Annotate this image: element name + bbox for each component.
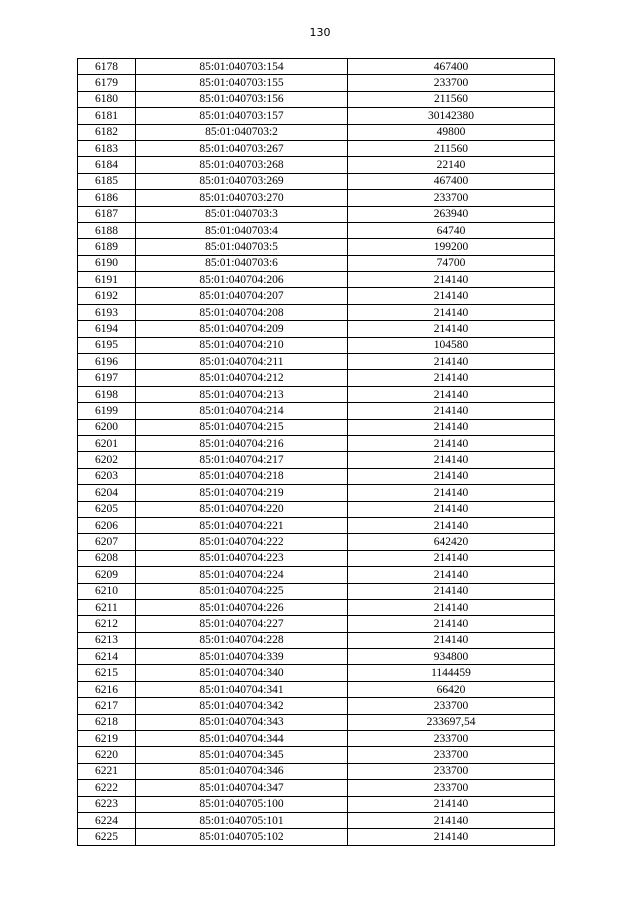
cadastral-number-cell: 85:01:040704:223 <box>136 550 348 566</box>
table-row <box>78 403 555 419</box>
cadastral-number-cell: 85:01:040704:206 <box>136 272 348 288</box>
cadastral-value-cell: 233697,54 <box>348 714 555 730</box>
cadastral-value-cell: 214140 <box>348 272 555 288</box>
table-row <box>78 747 555 763</box>
page-number: 130 <box>309 26 331 39</box>
cadastral-number-cell: 85:01:040704:207 <box>136 288 348 304</box>
table-row <box>78 763 555 779</box>
table-row <box>78 255 555 271</box>
table-row <box>78 321 555 337</box>
cadastral-value-cell: 104580 <box>348 337 555 353</box>
cadastral-value-cell: 214140 <box>348 599 555 615</box>
row-number-cell: 6196 <box>78 354 136 370</box>
row-number-cell: 6187 <box>78 206 136 222</box>
table-row <box>78 468 555 484</box>
row-number-cell: 6191 <box>78 272 136 288</box>
table-row <box>78 501 555 517</box>
cadastral-value-cell: 263940 <box>348 206 555 222</box>
cadastral-number-cell: 85:01:040704:227 <box>136 616 348 632</box>
cadastral-number-cell: 85:01:040704:222 <box>136 534 348 550</box>
table-row <box>78 681 555 697</box>
cadastral-value-cell: 214140 <box>348 370 555 386</box>
table-row <box>78 190 555 206</box>
table-row <box>78 419 555 435</box>
cadastral-number-cell: 85:01:040705:102 <box>136 829 348 845</box>
cadastral-number-cell: 85:01:040703:267 <box>136 140 348 156</box>
cadastral-value-cell: 199200 <box>348 239 555 255</box>
row-number-cell: 6225 <box>78 829 136 845</box>
table-row <box>78 124 555 140</box>
table-row <box>78 780 555 796</box>
cadastral-number-cell: 85:01:040704:224 <box>136 567 348 583</box>
cadastral-number-cell: 85:01:040704:218 <box>136 468 348 484</box>
cadastral-number-cell: 85:01:040704:210 <box>136 337 348 353</box>
row-number-cell: 6180 <box>78 91 136 107</box>
cadastral-value-cell: 66420 <box>348 681 555 697</box>
table-row <box>78 157 555 173</box>
cadastral-number-cell: 85:01:040704:216 <box>136 435 348 451</box>
table-row <box>78 583 555 599</box>
cadastral-value-cell: 214140 <box>348 796 555 812</box>
row-number-cell: 6223 <box>78 796 136 812</box>
row-number-cell: 6182 <box>78 124 136 140</box>
row-number-cell: 6211 <box>78 599 136 615</box>
cadastral-number-cell: 85:01:040703:157 <box>136 108 348 124</box>
cadastral-value-cell: 30142380 <box>348 108 555 124</box>
row-number-cell: 6208 <box>78 550 136 566</box>
cadastral-number-cell: 85:01:040704:346 <box>136 763 348 779</box>
cadastral-number-cell: 85:01:040703:268 <box>136 157 348 173</box>
table-row <box>78 485 555 501</box>
table-row <box>78 239 555 255</box>
row-number-cell: 6206 <box>78 517 136 533</box>
row-number-cell: 6215 <box>78 665 136 681</box>
row-number-cell: 6214 <box>78 649 136 665</box>
cadastral-number-cell: 85:01:040704:214 <box>136 403 348 419</box>
row-number-cell: 6188 <box>78 222 136 238</box>
table-row <box>78 534 555 550</box>
cadastral-number-cell: 85:01:040704:212 <box>136 370 348 386</box>
row-number-cell: 6189 <box>78 239 136 255</box>
cadastral-number-cell: 85:01:040704:211 <box>136 354 348 370</box>
cadastral-value-cell: 211560 <box>348 140 555 156</box>
cadastral-number-cell: 85:01:040704:339 <box>136 649 348 665</box>
cadastral-number-cell: 85:01:040704:215 <box>136 419 348 435</box>
row-number-cell: 6203 <box>78 468 136 484</box>
table-body <box>78 59 555 846</box>
cadastral-value-cell: 934800 <box>348 649 555 665</box>
cadastral-number-cell: 85:01:040705:100 <box>136 796 348 812</box>
table-row <box>78 173 555 189</box>
cadastral-value-cell: 214140 <box>348 452 555 468</box>
row-number-cell: 6197 <box>78 370 136 386</box>
table-row <box>78 665 555 681</box>
cadastral-value-cell: 214140 <box>348 632 555 648</box>
row-number-cell: 6218 <box>78 714 136 730</box>
cadastral-value-cell: 214140 <box>348 321 555 337</box>
cadastral-number-cell: 85:01:040703:3 <box>136 206 348 222</box>
table-row <box>78 75 555 91</box>
cadastral-number-cell: 85:01:040703:270 <box>136 190 348 206</box>
cadastral-value-cell: 214140 <box>348 435 555 451</box>
table-row <box>78 812 555 828</box>
row-number-cell: 6210 <box>78 583 136 599</box>
row-number-cell: 6192 <box>78 288 136 304</box>
row-number-cell: 6202 <box>78 452 136 468</box>
cadastral-value-cell: 74700 <box>348 255 555 271</box>
row-number-cell: 6222 <box>78 780 136 796</box>
cadastral-number-cell: 85:01:040704:217 <box>136 452 348 468</box>
cadastral-value-cell: 64740 <box>348 222 555 238</box>
table-row <box>78 517 555 533</box>
cadastral-number-cell: 85:01:040703:155 <box>136 75 348 91</box>
cadastral-number-cell: 85:01:040704:226 <box>136 599 348 615</box>
table-row <box>78 222 555 238</box>
row-number-cell: 6184 <box>78 157 136 173</box>
table-row <box>78 91 555 107</box>
cadastral-number-cell: 85:01:040703:156 <box>136 91 348 107</box>
row-number-cell: 6207 <box>78 534 136 550</box>
cadastral-number-cell: 85:01:040704:213 <box>136 386 348 402</box>
table-row <box>78 140 555 156</box>
cadastral-number-cell: 85:01:040705:101 <box>136 812 348 828</box>
row-number-cell: 6212 <box>78 616 136 632</box>
cadastral-value-cell: 214140 <box>348 485 555 501</box>
row-number-cell: 6224 <box>78 812 136 828</box>
cadastral-number-cell: 85:01:040703:2 <box>136 124 348 140</box>
cadastral-value-cell: 49800 <box>348 124 555 140</box>
cadastral-value-cell: 214140 <box>348 829 555 845</box>
row-number-cell: 6199 <box>78 403 136 419</box>
cadastral-value-cell: 214140 <box>348 354 555 370</box>
row-number-cell: 6216 <box>78 681 136 697</box>
cadastral-value-cell: 467400 <box>348 173 555 189</box>
cadastral-value-cell: 214140 <box>348 812 555 828</box>
table-row <box>78 370 555 386</box>
row-number-cell: 6195 <box>78 337 136 353</box>
row-number-cell: 6181 <box>78 108 136 124</box>
cadastral-number-cell: 85:01:040703:4 <box>136 222 348 238</box>
cadastral-number-cell: 85:01:040704:347 <box>136 780 348 796</box>
table-row <box>78 599 555 615</box>
cadastral-value-cell: 1144459 <box>348 665 555 681</box>
row-number-cell: 6201 <box>78 435 136 451</box>
table-row <box>78 435 555 451</box>
table-row <box>78 452 555 468</box>
row-number-cell: 6217 <box>78 698 136 714</box>
cadastral-number-cell: 85:01:040704:343 <box>136 714 348 730</box>
row-number-cell: 6194 <box>78 321 136 337</box>
row-number-cell: 6179 <box>78 75 136 91</box>
table-row <box>78 550 555 566</box>
cadastral-number-cell: 85:01:040703:6 <box>136 255 348 271</box>
cadastral-value-cell: 214140 <box>348 288 555 304</box>
table-row <box>78 616 555 632</box>
cadastral-number-cell: 85:01:040704:209 <box>136 321 348 337</box>
row-number-cell: 6200 <box>78 419 136 435</box>
table-row <box>78 206 555 222</box>
row-number-cell: 6219 <box>78 731 136 747</box>
cadastral-number-cell: 85:01:040704:342 <box>136 698 348 714</box>
table-row <box>78 59 555 75</box>
cadastral-value-cell: 233700 <box>348 190 555 206</box>
cadastral-number-cell: 85:01:040703:269 <box>136 173 348 189</box>
row-number-cell: 6204 <box>78 485 136 501</box>
cadastral-value-cell: 467400 <box>348 59 555 75</box>
row-number-cell: 6220 <box>78 747 136 763</box>
row-number-cell: 6209 <box>78 567 136 583</box>
cadastral-number-cell: 85:01:040704:340 <box>136 665 348 681</box>
cadastral-number-cell: 85:01:040704:219 <box>136 485 348 501</box>
cadastral-value-cell: 214140 <box>348 386 555 402</box>
cadastral-value-cell: 214140 <box>348 468 555 484</box>
cadastral-value-cell: 214140 <box>348 304 555 320</box>
row-number-cell: 6178 <box>78 59 136 75</box>
table-row <box>78 632 555 648</box>
cadastral-value-cell: 642420 <box>348 534 555 550</box>
row-number-cell: 6205 <box>78 501 136 517</box>
cadastral-number-cell: 85:01:040704:341 <box>136 681 348 697</box>
table-row <box>78 288 555 304</box>
row-number-cell: 6221 <box>78 763 136 779</box>
cadastral-value-cell: 233700 <box>348 698 555 714</box>
cadastral-value-cell: 214140 <box>348 403 555 419</box>
row-number-cell: 6193 <box>78 304 136 320</box>
cadastral-value-cell: 214140 <box>348 517 555 533</box>
table-row <box>78 698 555 714</box>
row-number-cell: 6213 <box>78 632 136 648</box>
cadastral-number-cell: 85:01:040704:221 <box>136 517 348 533</box>
cadastral-value-cell: 233700 <box>348 75 555 91</box>
table-row <box>78 354 555 370</box>
table-row <box>78 272 555 288</box>
cadastral-number-cell: 85:01:040704:208 <box>136 304 348 320</box>
cadastral-value-table <box>77 58 555 846</box>
row-number-cell: 6185 <box>78 173 136 189</box>
cadastral-value-cell: 233700 <box>348 747 555 763</box>
table-row <box>78 829 555 845</box>
cadastral-value-cell: 214140 <box>348 567 555 583</box>
cadastral-number-cell: 85:01:040704:220 <box>136 501 348 517</box>
row-number-cell: 6186 <box>78 190 136 206</box>
row-number-cell: 6183 <box>78 140 136 156</box>
cadastral-number-cell: 85:01:040704:345 <box>136 747 348 763</box>
cadastral-value-cell: 214140 <box>348 501 555 517</box>
cadastral-value-cell: 22140 <box>348 157 555 173</box>
cadastral-value-cell: 214140 <box>348 550 555 566</box>
cadastral-value-cell: 233700 <box>348 731 555 747</box>
table-row <box>78 386 555 402</box>
table-row <box>78 337 555 353</box>
cadastral-number-cell: 85:01:040703:154 <box>136 59 348 75</box>
row-number-cell: 6198 <box>78 386 136 402</box>
cadastral-value-cell: 233700 <box>348 780 555 796</box>
row-number-cell: 6190 <box>78 255 136 271</box>
table-row <box>78 567 555 583</box>
table-row <box>78 731 555 747</box>
cadastral-number-cell: 85:01:040704:228 <box>136 632 348 648</box>
cadastral-number-cell: 85:01:040704:225 <box>136 583 348 599</box>
cadastral-value-cell: 214140 <box>348 616 555 632</box>
cadastral-value-cell: 211560 <box>348 91 555 107</box>
table-row <box>78 714 555 730</box>
table-row <box>78 649 555 665</box>
cadastral-value-cell: 214140 <box>348 419 555 435</box>
table-row <box>78 108 555 124</box>
cadastral-number-cell: 85:01:040704:344 <box>136 731 348 747</box>
table-row <box>78 304 555 320</box>
cadastral-number-cell: 85:01:040703:5 <box>136 239 348 255</box>
cadastral-value-cell: 214140 <box>348 583 555 599</box>
table-row <box>78 796 555 812</box>
cadastral-value-cell: 233700 <box>348 763 555 779</box>
